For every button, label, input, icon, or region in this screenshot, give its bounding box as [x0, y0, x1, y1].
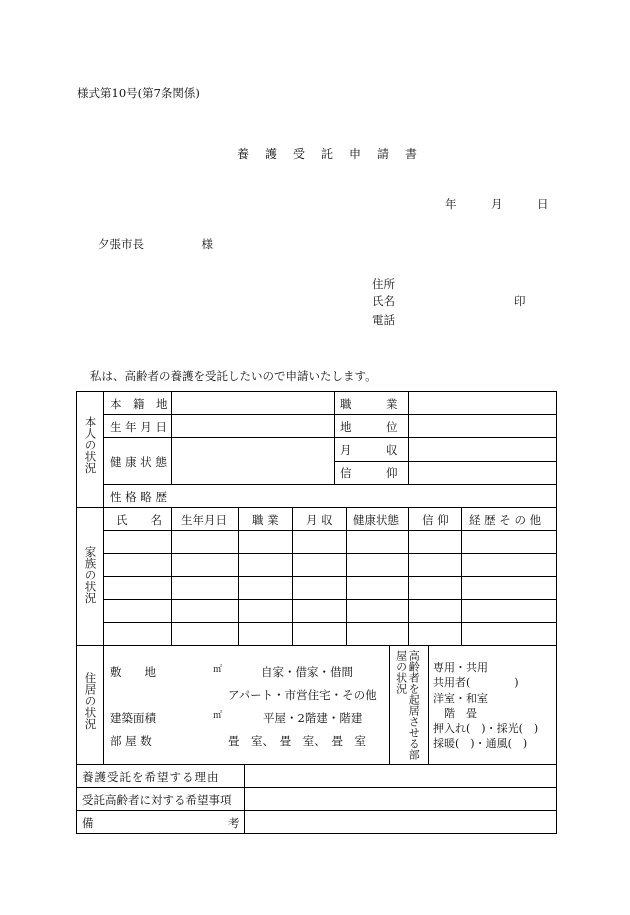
elder-room-detail-2: 共用者( )	[433, 676, 519, 689]
site-types-2: アパート・市営住宅・その他	[228, 688, 377, 702]
floor-types: 平屋・2階建・階建	[263, 711, 363, 725]
position-label: 地 位	[340, 420, 398, 434]
remarks-label-right: 考	[228, 816, 240, 830]
family-section-header: 家族の状況	[83, 546, 98, 604]
addressee: 夕張市長 様	[98, 237, 213, 251]
family-col-history: 経 歴 そ の 他	[469, 513, 542, 527]
remarks-label-left: 備	[82, 816, 94, 830]
date-line: 年 月 日	[445, 197, 549, 211]
elder-room-detail-6: 採暖( )・通風( )	[433, 737, 528, 750]
reason-label: 養護受託を希望する理由	[82, 770, 220, 784]
address-label: 住所	[372, 277, 395, 291]
name-label: 氏名	[372, 294, 395, 308]
health-label: 健 康 状 態	[110, 455, 167, 469]
application-statement: 私は、高齢者の養護を受託したいので申請いたします。	[90, 369, 377, 383]
elder-room-detail-1: 専用・共用	[433, 661, 488, 674]
wishes-label: 受託高齢者に対する希望事項	[82, 793, 232, 807]
phone-label: 電話	[372, 313, 395, 327]
floor-sqm-unit: ㎡	[213, 711, 223, 721]
family-col-income: 月 収	[306, 513, 333, 527]
floor-area-label: 建築面積	[110, 711, 156, 725]
self-section-header: 本人の状況	[83, 416, 98, 474]
family-col-birthdate: 生年月日	[181, 513, 227, 527]
housing-section-header: 住居の状況	[83, 672, 98, 730]
family-col-religion: 信 仰	[422, 513, 449, 527]
elder-room-detail-5: 押入れ( )・採光( )	[433, 722, 539, 735]
domicile-label: 本 籍 地	[110, 397, 168, 411]
income-label: 月 収	[340, 443, 398, 457]
site-label: 敷 地	[110, 665, 156, 679]
occupation-label: 職 業	[340, 397, 398, 411]
rooms-units: 畳 室、 畳 室、 畳 室	[228, 734, 366, 748]
personality-label: 性 格 略 歴	[110, 490, 167, 504]
form-code: 様式第10号(第7条関係)	[77, 86, 200, 100]
site-sqm-unit: ㎡	[213, 665, 223, 675]
rooms-label: 部 屋 数	[110, 734, 152, 748]
family-col-name: 氏 名	[116, 513, 162, 527]
religion-label: 信 仰	[340, 466, 398, 480]
page-title: 養 護 受 託 申 請 書	[237, 147, 420, 161]
elder-room-detail-4: 階 畳	[433, 707, 477, 720]
elder-room-detail-3: 洋室・和室	[433, 692, 488, 705]
birthdate-label: 生 年 月 日	[110, 420, 167, 434]
seal-mark: 印	[514, 294, 526, 308]
site-types: 自家・借家・借間	[261, 665, 353, 679]
family-col-occupation: 職 業	[252, 513, 279, 527]
elder-room-header: 高齢者を起居させる部屋の状況	[394, 650, 421, 760]
family-col-health: 健康状態	[353, 513, 399, 527]
